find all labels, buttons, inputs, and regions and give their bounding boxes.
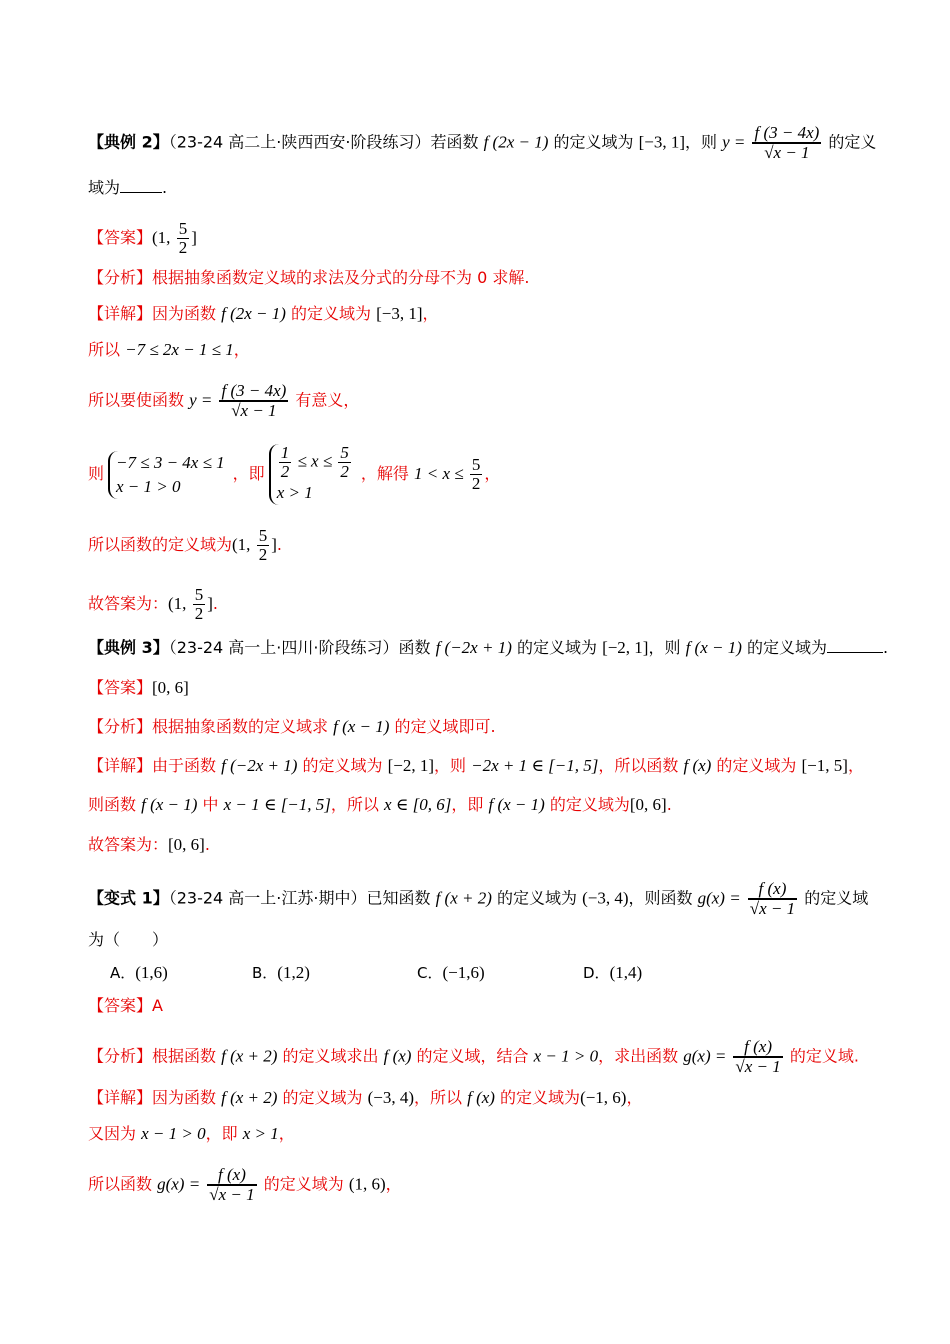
math: x − 1 > 0: [533, 1046, 599, 1066]
text: ，所以: [330, 795, 384, 814]
text: 则函数: [88, 795, 142, 814]
bracket: ]: [191, 228, 197, 247]
text: 的定义域为: [297, 756, 388, 775]
frac: [470, 456, 483, 493]
text: 有意义，: [290, 390, 360, 410]
frac-num: f (x): [207, 1166, 256, 1185]
math: [0, 6]: [152, 678, 189, 697]
text: .: [212, 594, 218, 613]
text: 所以函数: [88, 1174, 158, 1194]
var1-detail-1: [88, 1086, 880, 1110]
var1-stem-line2: [88, 928, 880, 952]
text: ，则: [648, 638, 686, 657]
frac-den: 2: [178, 238, 188, 257]
math: g(x) =: [683, 1046, 727, 1066]
math: f (x − 1): [488, 795, 545, 814]
ex3-analysis: [88, 715, 880, 739]
math: f (x): [467, 1088, 495, 1107]
math: f (x): [383, 1046, 412, 1066]
frac-num: 1: [280, 443, 290, 462]
option-d[interactable]: [583, 962, 642, 983]
ex3-answer: [88, 676, 880, 700]
ex2-answer-label: 【答案】: [88, 228, 153, 247]
frac-den: 2: [258, 545, 268, 564]
frac-den: 2: [194, 604, 204, 623]
text: .: [666, 795, 672, 814]
text: 的定义域为: [277, 1088, 368, 1107]
var1-answer: [88, 994, 880, 1018]
ex2-stem-text: 的定义: [823, 132, 877, 152]
option-key: D．: [583, 964, 610, 982]
ex2-stem-text: 的定义域为: [548, 132, 639, 152]
sys-row: x − 1 > 0: [116, 476, 181, 496]
ex2-detail-2: [88, 338, 880, 362]
math: (1,: [168, 594, 191, 613]
math: [0, 6]: [168, 835, 205, 854]
text: 所以要使函数: [88, 390, 190, 410]
text: ，即: [232, 464, 265, 483]
ex2-detail-3: [88, 382, 880, 420]
text: 的定义域.: [784, 1046, 859, 1066]
ex2-analysis-label: 【分析】: [88, 268, 153, 287]
option-key: A．: [110, 964, 136, 982]
var1-stem-line1: [88, 880, 880, 918]
bracket: ]: [271, 535, 277, 554]
ex2-detail-1: [88, 302, 880, 326]
text: ，即: [205, 1124, 243, 1143]
frac: [279, 444, 292, 481]
text: 的定义域为: [491, 888, 583, 908]
text: 因为函数: [152, 304, 222, 323]
text: 所以函数的定义域为: [88, 535, 233, 554]
math: (−3, 4): [367, 1088, 415, 1107]
math: f (2x − 1): [221, 304, 286, 323]
math: f (−2x + 1): [435, 638, 512, 657]
text: 为（ ）: [88, 930, 169, 949]
text: 的定义域，结合: [411, 1046, 534, 1066]
option-value: (1,2): [277, 963, 310, 982]
text: .: [882, 638, 889, 657]
math: x − 1 > 0: [141, 1124, 206, 1143]
ex2-frac-den: √x − 1: [752, 143, 821, 162]
ex3-label: 【典例 3】: [88, 638, 169, 657]
text: 已知函数: [366, 888, 436, 908]
math: ≤ x ≤: [293, 451, 337, 471]
text: ，解得: [360, 464, 414, 483]
text: 的定义域求出: [277, 1046, 384, 1066]
answer: A: [152, 996, 163, 1015]
frac-den: 2: [471, 474, 481, 493]
frac: [338, 444, 351, 481]
math: f (x): [683, 756, 712, 775]
math: f (−2x + 1): [221, 756, 298, 775]
ex2-detail-frac: [219, 382, 288, 420]
text: 根据函数: [152, 1046, 222, 1066]
text: ，则函数: [628, 888, 698, 908]
frac-num: 5: [178, 219, 188, 238]
text: .: [204, 835, 210, 854]
ex3-blank: [827, 636, 883, 653]
ex2-analysis: [88, 266, 880, 290]
text: 的定义域: [799, 888, 869, 908]
var1-analysis: [88, 1038, 880, 1076]
text: 则: [88, 464, 105, 483]
frac-num: f (x): [733, 1038, 782, 1057]
text: 的定义域为: [741, 638, 827, 657]
text: ，: [385, 1174, 402, 1194]
math: −7 ≤ 2x − 1 ≤ 1: [125, 340, 234, 359]
math: (1, 6): [348, 1174, 386, 1194]
text: ，则: [434, 756, 472, 775]
frac-den: 2: [340, 462, 349, 481]
text: 根据抽象函数的定义域求: [152, 717, 334, 736]
ex2-frac-num: f (3 − 4x): [754, 123, 820, 142]
ex2-frac: [752, 124, 821, 162]
text: 又因为: [88, 1124, 142, 1143]
frac: [207, 1166, 256, 1204]
ex2-answer-interval: (1,: [152, 228, 175, 247]
frac-den: 2: [280, 462, 290, 481]
math: y =: [189, 390, 213, 410]
ex2-label: 【典例 2】: [88, 132, 169, 152]
text: ，: [233, 340, 250, 359]
frac: [257, 527, 270, 564]
frac-num: 5: [471, 455, 481, 474]
ex2-system-1: [108, 451, 229, 499]
option-key: B．: [252, 964, 278, 982]
frac-den: √x − 1: [749, 899, 796, 918]
ex2-analysis-text: 根据抽象函数定义域的求法及分式的分母不为 0 求解.: [152, 268, 530, 287]
label: 【答案】: [88, 678, 153, 697]
math: −2x + 1 ∈ [−1, 5]: [471, 756, 599, 775]
ex2-interval: [−3, 1]: [638, 132, 685, 152]
var1-detail-3: [88, 1166, 880, 1204]
ex2-detail-4: [88, 444, 880, 505]
text: 的定义域为: [494, 1088, 581, 1107]
option-value: (1,4): [609, 963, 643, 982]
text: .: [276, 535, 282, 554]
ex2-stem-line1: [88, 124, 880, 162]
option-b[interactable]: [252, 962, 310, 983]
ex2-answer-frac: [177, 220, 190, 257]
ex3-stem: [88, 636, 889, 660]
math: f (x + 2): [435, 888, 492, 908]
text: ，: [278, 1124, 295, 1143]
text: 中: [197, 795, 224, 814]
var1-frac: [748, 880, 797, 918]
label: 【答案】: [88, 996, 153, 1015]
var1-source: （23-24 高一上·江苏·期中）: [168, 888, 367, 908]
var1-label: 【变式 1】: [88, 888, 169, 908]
math: [−2, 1]: [387, 756, 435, 775]
text: 由于函数: [152, 756, 222, 775]
text: 的定义域为: [511, 638, 603, 657]
text: ，所以函数: [598, 756, 684, 775]
ex3-detail-1: [88, 754, 880, 778]
ex3-detail-3: [88, 833, 880, 857]
text: 的定义域为: [285, 304, 377, 323]
ex2-stem-end: .: [162, 178, 168, 197]
math: x ∈ [0, 6]: [384, 795, 452, 814]
math: g(x) =: [157, 1174, 201, 1194]
ex2-detail-5: [88, 527, 880, 564]
math: x − 1 ∈ [−1, 5]: [223, 795, 331, 814]
ex2-blank: [120, 176, 162, 193]
frac-den: √x − 1: [219, 401, 288, 420]
frac: [733, 1038, 782, 1076]
frac-den: √x − 1: [209, 1185, 255, 1204]
ex3-source: （23-24 高一上·四川·阶段练习）: [168, 638, 399, 657]
label: 【分析】: [88, 717, 153, 736]
text: ，即: [451, 795, 489, 814]
math: 1 < x ≤: [414, 464, 468, 483]
math: (−1, 6): [580, 1088, 627, 1107]
text: 函数: [398, 638, 436, 657]
math: f (x − 1): [141, 795, 198, 814]
var1-detail-2: [88, 1122, 880, 1146]
ex2-stem-line2: [88, 176, 880, 200]
text: 的定义域即可.: [389, 717, 496, 736]
math: f (x + 2): [221, 1046, 278, 1066]
option-key: C．: [417, 964, 443, 982]
label: 【详解】: [88, 1088, 153, 1107]
label: 【详解】: [88, 756, 153, 775]
frac-num: 5: [194, 585, 204, 604]
math: [0, 6]: [629, 795, 667, 814]
bracket: ]: [207, 594, 213, 613]
text: ，所以: [414, 1088, 468, 1107]
frac: [193, 586, 206, 623]
ex2-system-2: [269, 444, 357, 505]
text: 所以: [88, 340, 126, 359]
frac-num: f (x): [748, 880, 797, 899]
text: ，: [484, 464, 501, 483]
ex2-fn: f (2x − 1): [483, 132, 549, 152]
frac-num: 5: [258, 526, 268, 545]
text: ，: [422, 304, 439, 323]
math: [−1, 5]: [801, 756, 848, 775]
math: (−3, 4): [582, 888, 629, 908]
frac-num: 5: [340, 443, 349, 462]
text: 的定义域为: [711, 756, 802, 775]
text: 的定义域为: [258, 1174, 349, 1194]
text: ，求出函数: [598, 1046, 684, 1066]
ex2-y: y =: [722, 132, 746, 152]
math: g(x) =: [697, 888, 741, 908]
ex3-detail-2: [88, 793, 880, 817]
frac-num: f (3 − 4x): [221, 381, 287, 400]
option-a[interactable]: [110, 962, 168, 983]
text: 故答案为：: [88, 835, 169, 854]
math: [−3, 1]: [376, 304, 423, 323]
option-value: (−1,6): [442, 963, 485, 982]
text: ，: [626, 1088, 643, 1107]
ex2-answer: [88, 220, 880, 257]
math: (1,: [232, 535, 255, 554]
math: f (x − 1): [685, 638, 742, 657]
sys-row: −7 ≤ 3 − 4x ≤ 1: [116, 452, 225, 472]
math: [−2, 1]: [602, 638, 649, 657]
option-value: (1,6): [135, 963, 168, 982]
frac-den: √x − 1: [735, 1057, 781, 1076]
math: x > 1: [242, 1124, 279, 1143]
ex2-stem-text: 若函数: [430, 132, 484, 152]
ex2-detail-label: 【详解】: [88, 304, 153, 323]
math: f (x − 1): [333, 717, 390, 736]
sys-row: x > 1: [276, 483, 313, 502]
ex2-detail-6: [88, 586, 880, 623]
ex2-source: （23-24 高二上·陕西西安·阶段练习）: [168, 132, 431, 152]
text: 故答案为：: [88, 594, 169, 613]
text: 的定义域为: [544, 795, 630, 814]
ex2-stem-text: ，则: [685, 132, 723, 152]
label: 【分析】: [88, 1046, 153, 1066]
math: f (x + 2): [221, 1088, 278, 1107]
text: 因为函数: [152, 1088, 222, 1107]
option-c[interactable]: [417, 962, 485, 983]
ex2-stem-text: 域为: [88, 178, 121, 197]
text: ，: [847, 756, 864, 775]
